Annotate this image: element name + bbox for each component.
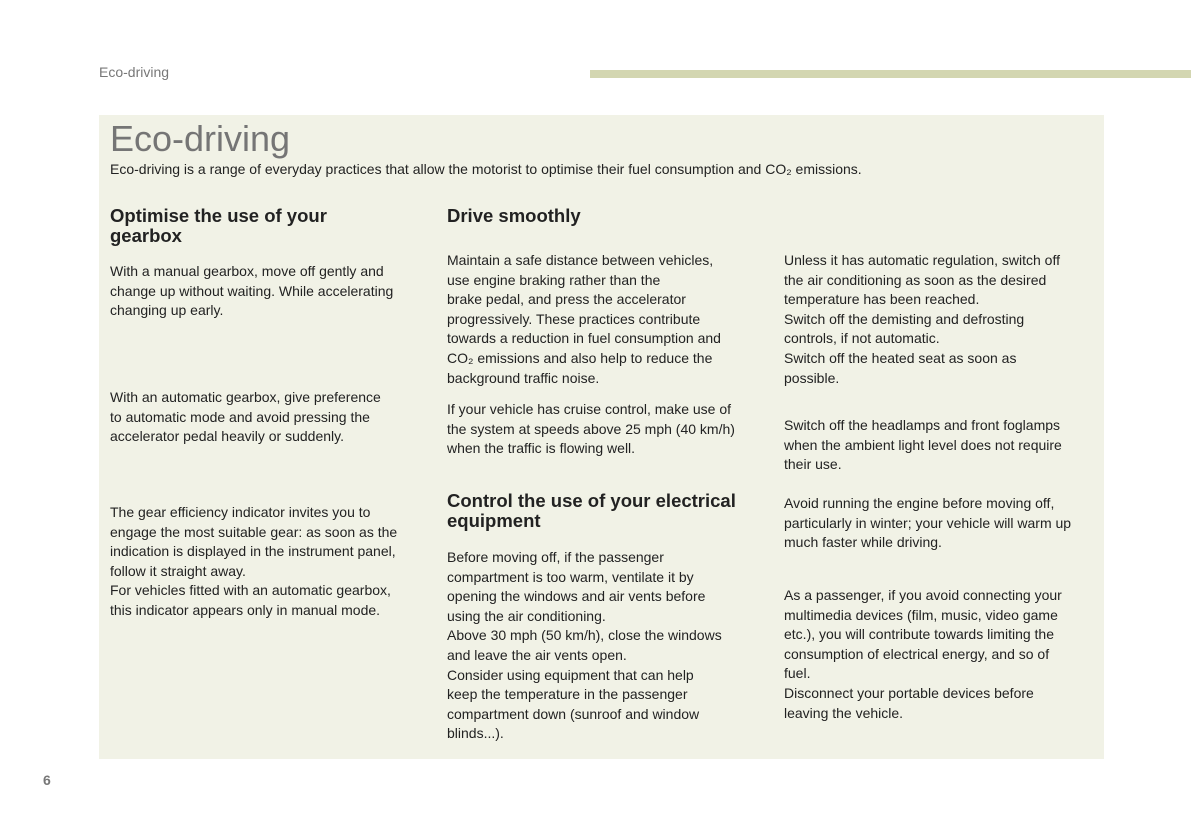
section-header: Eco-driving [99, 64, 170, 80]
paragraph: If your vehicle has cruise control, make use of the system at speeds above 25 mph (40 km/h) when the traffic is flowing well. [447, 401, 735, 457]
paragraph: The gear efficiency indicator invites you to engage the most suitable gear: as soon as the indication is displayed in the instrument panel, follow it straight away. For vehicles fitted with an automatic gearbox, this indicator appears only in manual mode. [110, 504, 398, 618]
page-number: 6 [43, 772, 51, 788]
paragraph: Maintain a safe distance between vehicles, use engine braking rather than the brake pedal, and press the accelerator progressively. These practices contribute towards a reduction in fuel consumption and CO₂ emissions and also help to reduce the background traffic noise. [447, 252, 721, 386]
heading-drive-smoothly: Drive smoothly [447, 205, 581, 226]
paragraph: Before moving off, if the passenger compartment is too warm, ventilate it by opening the windows and air vents before using the air conditioning. Above 30 mph (50 km/h), close the windows and leave the air vents open. Consider using equipment that can help keep the temperature in the passenger compartment down (sunroof and window blinds...). [447, 549, 722, 742]
intro-text: Eco-driving is a range of everyday practices that allow the motorist to optimise their fuel consumption and CO₂ emissions. [110, 161, 862, 177]
paragraph: Avoid running the engine before moving off, particularly in winter; your vehicle will warm up much faster while driving. [784, 495, 1072, 551]
paragraph: With an automatic gearbox, give preference to automatic mode and avoid pressing the accelerator pedal heavily or suddenly. [110, 389, 381, 445]
paragraph: As a passenger, if you avoid connecting your multimedia devices (film, music, video game etc.), you will contribute towards limiting the consumption of electrical energy, and so of fuel. Disconnect your portable devices before leaving the vehicle. [784, 587, 1062, 721]
page-title: Eco-driving [110, 118, 291, 159]
heading-gearbox: Optimise the use of your gearbox [110, 205, 327, 246]
paragraph: With a manual gearbox, move off gently and change up without waiting. While accelerating changing up early. [110, 263, 394, 319]
paragraph: Unless it has automatic regulation, switch off the air conditioning as soon as the desired temperature has been reached. Switch off the demisting and defrosting controls, if not automatic. Switch off the heated seat as soon as possible. [784, 252, 1060, 386]
paragraph: Switch off the headlamps and front foglamps when the ambient light level does not require their use. [784, 417, 1062, 473]
heading-electrical-equipment: Control the use of your electrical equipment [447, 490, 736, 531]
header-bar [590, 70, 1191, 78]
